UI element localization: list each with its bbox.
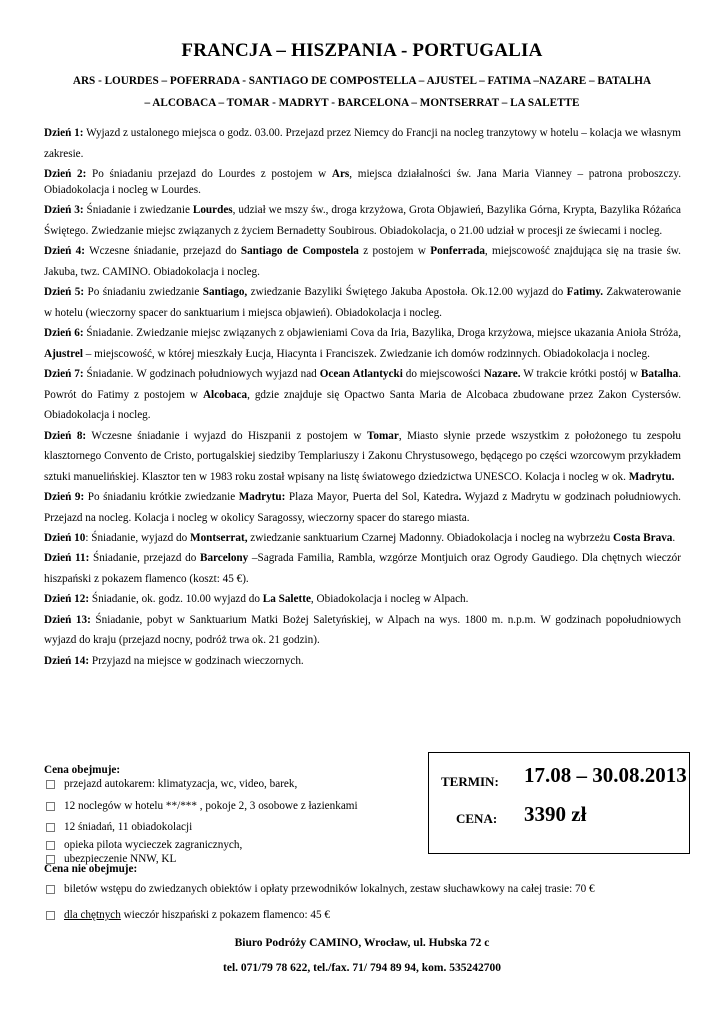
includes-item: przejazd autokarem: klimatyzacja, wc, video, barek,	[44, 777, 424, 792]
term-label: TERMIN:	[441, 774, 499, 789]
day-text: Batalha	[640, 368, 679, 380]
day-text: Santiago,	[202, 286, 248, 298]
day-text: Ajustrel	[44, 347, 83, 360]
price-value: 3390 zł	[524, 802, 587, 826]
day-text: Madrytu:	[238, 491, 286, 503]
day-text: Nazare.	[483, 368, 521, 380]
footer-contact: tel. 071/79 78 622, tel./fax. 71/ 794 89 94, kom. 535242700	[223, 962, 501, 974]
excludes-item: dla chętnych wieczór hiszpański z pokazem flamenco: 45 €	[44, 908, 684, 922]
day-text: Śniadanie, ok. godz. 10.00 wyjazd do	[89, 593, 263, 605]
includes-item: opieka pilota wycieczek zagranicznych,	[44, 838, 424, 853]
itinerary-day	[44, 426, 681, 488]
itinerary-day	[44, 548, 681, 589]
itinerary-day	[44, 589, 681, 610]
footer-address: Biuro Podróży CAMINO, Wrocław, ul. Hubska 72 c	[234, 937, 490, 949]
checkbox-icon	[46, 885, 55, 894]
day-text: , Obiadokolacja i nocleg w Alpach.	[310, 593, 469, 605]
day-text: Costa Brava	[613, 532, 673, 544]
page-title: FRANCJA – HISZPANIA - PORTUGALIA	[181, 40, 543, 61]
day-label: Dzień 13:	[44, 613, 91, 626]
day-text: W trakcie krótki postój w	[520, 368, 641, 380]
day-text: Barcelony	[199, 552, 249, 564]
day-text: z postojem w	[358, 245, 431, 257]
day-text: Po śniadaniu przejazd do Lourdes z postojem w	[86, 168, 332, 180]
day-text: .	[672, 532, 676, 544]
day-text: , udział we mszy św., droga krzyżowa, Grota Objawień, Bazylika Górna, Krypta, Bazylika Różańca Świętego. Zwiedzanie miejsc związanych z życiem Bernadetty Soubirous. Obiadokolacja, o 21.00 udział w procesji ze świecami i nocleg.	[44, 204, 681, 237]
checkbox-icon	[46, 780, 55, 789]
day-text: Zakwaterowanie w hotelu (wieczorny spacer do sanktuarium i miejsca objawień). Obiadokolacja i nocleg.	[44, 286, 681, 319]
day-label: Dzień 11:	[44, 552, 90, 564]
itinerary-day	[44, 323, 681, 364]
day-text: Wczesne śniadanie i wyjazd do Hiszpanii z postojem w	[86, 429, 367, 442]
itinerary	[44, 123, 681, 671]
includes-heading: Cena obejmuje:	[44, 764, 121, 776]
includes-item: ubezpieczenie NNW, KL	[44, 852, 424, 867]
day-text: Lourdes	[192, 204, 233, 216]
day-label: Dzień 4:	[44, 245, 85, 257]
itinerary-day	[44, 530, 681, 546]
day-text: , miejsca działalności św. Jana Maria Vianney – patrona proboszczy. Obiadokolacja i nocleg w Lourdes.	[44, 168, 681, 196]
day-label: Dzień 5:	[44, 286, 85, 298]
day-text: Alcobaca	[202, 388, 248, 401]
itinerary-day	[44, 200, 681, 241]
day-text: , gdzie znajduje się Opactwo Santa Maria de Alcobaca zbudowane przez Zakon Cystersów. Obiadokolacja i nocleg.	[44, 388, 681, 421]
day-text: – miejscowość, w której mieszkały Łucja, Hiacynta i Franciszek. Zwiedzanie ich domów rodzinnych. Obiadokolacja i nocleg.	[82, 347, 650, 360]
day-label: Dzień 2:	[44, 168, 87, 180]
day-text: Fatimy.	[566, 286, 604, 298]
day-text: Santiago de Compostela	[240, 245, 359, 257]
day-text: Ars	[331, 168, 350, 180]
term-price-box	[428, 752, 690, 854]
day-text: La Salette	[262, 593, 311, 605]
checkbox-icon	[46, 911, 55, 920]
day-text: do miejscowości	[402, 368, 484, 380]
price-includes	[44, 763, 424, 867]
day-text: Ocean Atlantycki	[319, 368, 403, 380]
day-text: Madrytu.	[628, 470, 675, 483]
day-text: zwiedzanie sanktuarium Czarnej Madonny. Obiadokolacja i nocleg na wybrzeżu	[247, 532, 614, 544]
day-text: Śniadanie, przejazd do	[89, 552, 200, 564]
day-text: .	[458, 491, 462, 503]
day-text: Wyjazd z Madrytu w godzinach południowych. Przejazd na nocleg. Kolacja i nocleg w okolicy Saragossy, wieczorny spacer do starego miasta.	[44, 491, 681, 524]
day-text: Śniadanie. W godzinach południowych wyjazd nad	[83, 368, 320, 380]
day-label: Dzień 9:	[44, 491, 85, 503]
day-text: Śniadanie. Zwiedzanie miejsc związanych z objawieniami Cova da Iria, Bazylika, Droga krzyżowa, miejsce ukazania Anioła Stróża,	[83, 327, 681, 339]
includes-item: 12 noclegów w hotelu **/*** , pokoje 2, 3 osobowe z łazienkami	[44, 799, 424, 814]
itinerary-day	[44, 123, 681, 164]
route-subtitle	[30, 70, 694, 114]
day-text: Śniadanie, pobyt w Sanktuarium Matki Bożej Saletyńskiej, w Alpach na wys. 1800 m. n.p.m. W godzinach popołudniowych wyjazd do kraju (przejazd nocny, podróż trwa ok. 21 godzin).	[44, 613, 681, 646]
day-text: Wyjazd z ustalonego miejsca o godz. 03.00. Przejazd przez Niemcy do Francji na nocleg tranzytowy w hotelu – kolacja we własnym zakresie.	[44, 127, 681, 160]
checkbox-icon	[46, 841, 55, 850]
checkbox-icon	[46, 823, 55, 832]
route-line-2: – ALCOBACA – TOMAR - MADRYT - BARCELONA – MONTSERRAT – LA SALETTE	[144, 97, 580, 109]
day-text: Montserrat,	[190, 532, 248, 544]
price-excludes	[44, 862, 684, 934]
day-text: Po śniadaniu zwiedzanie	[84, 286, 203, 298]
day-label: Dzień 7:	[44, 368, 84, 380]
price-label: CENA:	[456, 811, 498, 826]
term-value: 17.08 – 30.08.2013	[524, 763, 687, 787]
itinerary-day	[44, 364, 681, 426]
day-text: Ponferrada	[430, 245, 485, 257]
day-label: Dzień 8:	[44, 429, 87, 442]
day-text: Plaza Mayor, Puerta del Sol, Katedra	[285, 491, 459, 503]
itinerary-day	[44, 610, 681, 651]
route-line-1: ARS - LOURDES – POFERRADA - SANTIAGO DE COMPOSTELLA – AJUSTEL – FATIMA –NAZARE – BATALHA	[72, 75, 652, 87]
day-text: Śniadanie i zwiedzanie	[83, 204, 193, 216]
itinerary-day	[44, 651, 681, 672]
includes-item: 12 śniadań, 11 obiadokolacji	[44, 820, 424, 835]
day-text: : Śniadanie, wyjazd do	[85, 532, 191, 544]
day-text: –Sagrada Familia, Rambla, wzgórze Montjuich oraz Ogrody Gaudiego. Dla chętnych wieczór hiszpański z pokazem flamenco (koszt: 45 €).	[44, 552, 682, 585]
day-text: Wczesne śniadanie, przejazd do	[84, 245, 241, 257]
itinerary-day	[44, 487, 681, 528]
day-label: Dzień 3:	[44, 204, 84, 216]
day-label: Dzień 14:	[44, 654, 90, 667]
day-text: Przyjazd na miejsce w godzinach wieczornych.	[89, 654, 304, 667]
day-label: Dzień 12:	[44, 593, 90, 605]
day-label: Dzień 6:	[44, 327, 84, 339]
day-label: Dzień 10	[44, 532, 86, 544]
itinerary-day	[44, 166, 681, 198]
day-text: , miejscowość znajdująca się na trasie św. Jakuba, twz. CAMINO. Obiadokolacja i nocleg.	[44, 245, 681, 278]
excludes-item: biletów wstępu do zwiedzanych obiektów i opłaty przewodników lokalnych, zestaw słuchawkowy na całej trasie: 70 €	[44, 882, 684, 896]
excludes-heading: Cena nie obejmuje:	[44, 863, 138, 875]
day-text: , Miasto słynie przede wszystkim z położonego tu zespołu klasztornego Convento de Cristo, portugalskiej siedziby Templariuszy i Zakonu Chrystusowego, będącego po części wzorcowym przykładem sztuki manuelińskiej. Klasztor ten w 1983 roku został wpisany na listę światowego dziedzictwa UNESCO. Kolacja i nocleg w ok.	[44, 429, 681, 483]
day-text: . Powrót do Fatimy z postojem w	[44, 368, 681, 401]
itinerary-day	[44, 241, 681, 282]
day-text: Po śniadaniu krótkie zwiedzanie	[84, 491, 239, 503]
day-text: zwiedzanie Bazyliki Świętego Jakuba Apostoła. Ok.12.00 wyjazd do	[247, 286, 567, 298]
day-text: Tomar	[366, 429, 399, 442]
itinerary-day	[44, 282, 681, 323]
day-label: Dzień 1:	[44, 127, 84, 139]
checkbox-icon	[46, 802, 55, 811]
